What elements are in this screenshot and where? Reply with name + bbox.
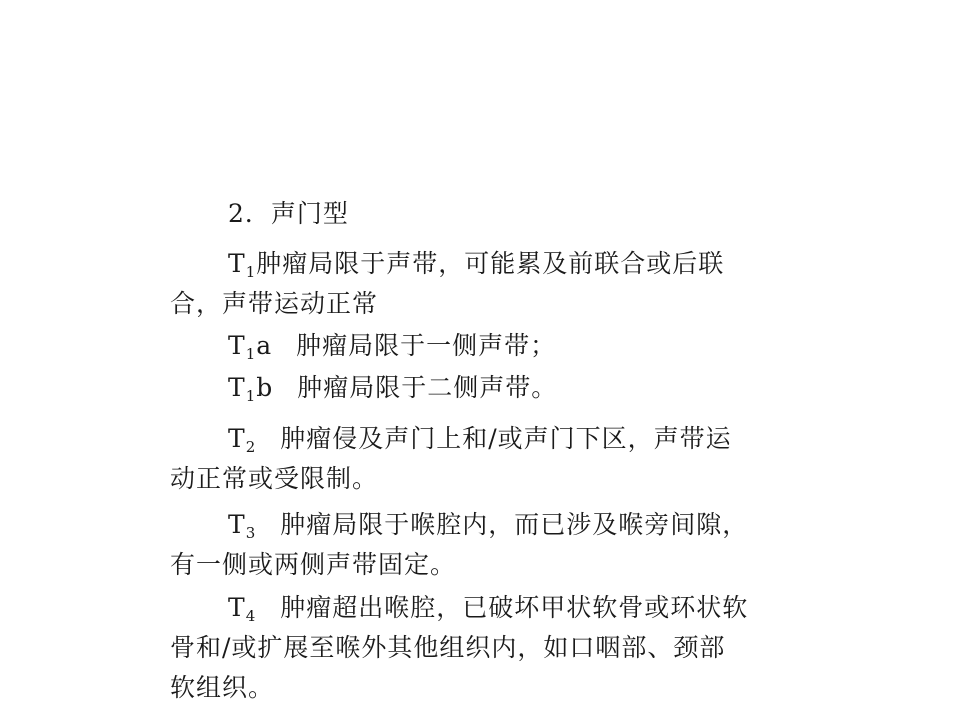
t3-paragraph-line-1 [228,510,748,548]
t1a-label: T [228,331,246,360]
t2-text-line-2: 动正常或受限制。 [170,464,379,493]
t1a-text: 肿瘤局限于一侧声带； [296,331,557,360]
t2-subscript: 2 [245,438,257,456]
t1-subscript: 1 [245,263,257,281]
t1b-label: T [228,373,246,402]
t4-subscript: 4 [245,607,257,625]
section-heading [228,199,349,229]
t1a-paragraph [228,331,556,369]
t1a-suffix: a [256,331,273,360]
t4-text-line-3: 软组织。 [170,673,275,702]
t1-paragraph-line-2 [170,289,378,319]
t3-label: T [228,510,246,539]
t4-paragraph-line-1 [228,593,748,631]
t2-paragraph-line-2 [170,464,378,494]
section-heading-text: 2．声门型 [228,199,349,228]
t2-text-line-1: 肿瘤侵及声门上和/或声门下区，声带运 [280,424,732,453]
t4-paragraph-line-2 [170,633,725,663]
t4-paragraph-line-3 [170,673,274,703]
t3-paragraph-line-2 [170,550,456,580]
t1-label: T [228,249,246,278]
t3-text-line-2: 有一侧或两侧声带固定。 [170,550,457,579]
t1-paragraph-line-1 [228,249,724,287]
t4-text-line-1: 肿瘤超出喉腔，已破坏甲状软骨或环状软 [280,593,749,622]
t4-text-line-2: 骨和/或扩展至喉外其他组织内，如口咽部、颈部 [170,633,726,662]
t2-paragraph-line-1 [228,424,732,462]
t1a-subscript: 1 [245,345,257,363]
t1b-text: 肿瘤局限于二侧声带。 [297,373,558,402]
t2-label: T [228,424,246,453]
t1b-subscript: 1 [245,387,257,405]
t3-text-line-1: 肿瘤局限于喉腔内，而已涉及喉旁间隙， [280,510,749,539]
t1b-paragraph [228,373,557,411]
t1-text-line-2: 合，声带运动正常 [170,289,379,318]
t4-label: T [228,593,246,622]
t1-text-line-1: 肿瘤局限于声带，可能累及前联合或后联 [256,249,725,278]
t3-subscript: 3 [245,524,257,542]
t1b-suffix: b [256,373,274,402]
